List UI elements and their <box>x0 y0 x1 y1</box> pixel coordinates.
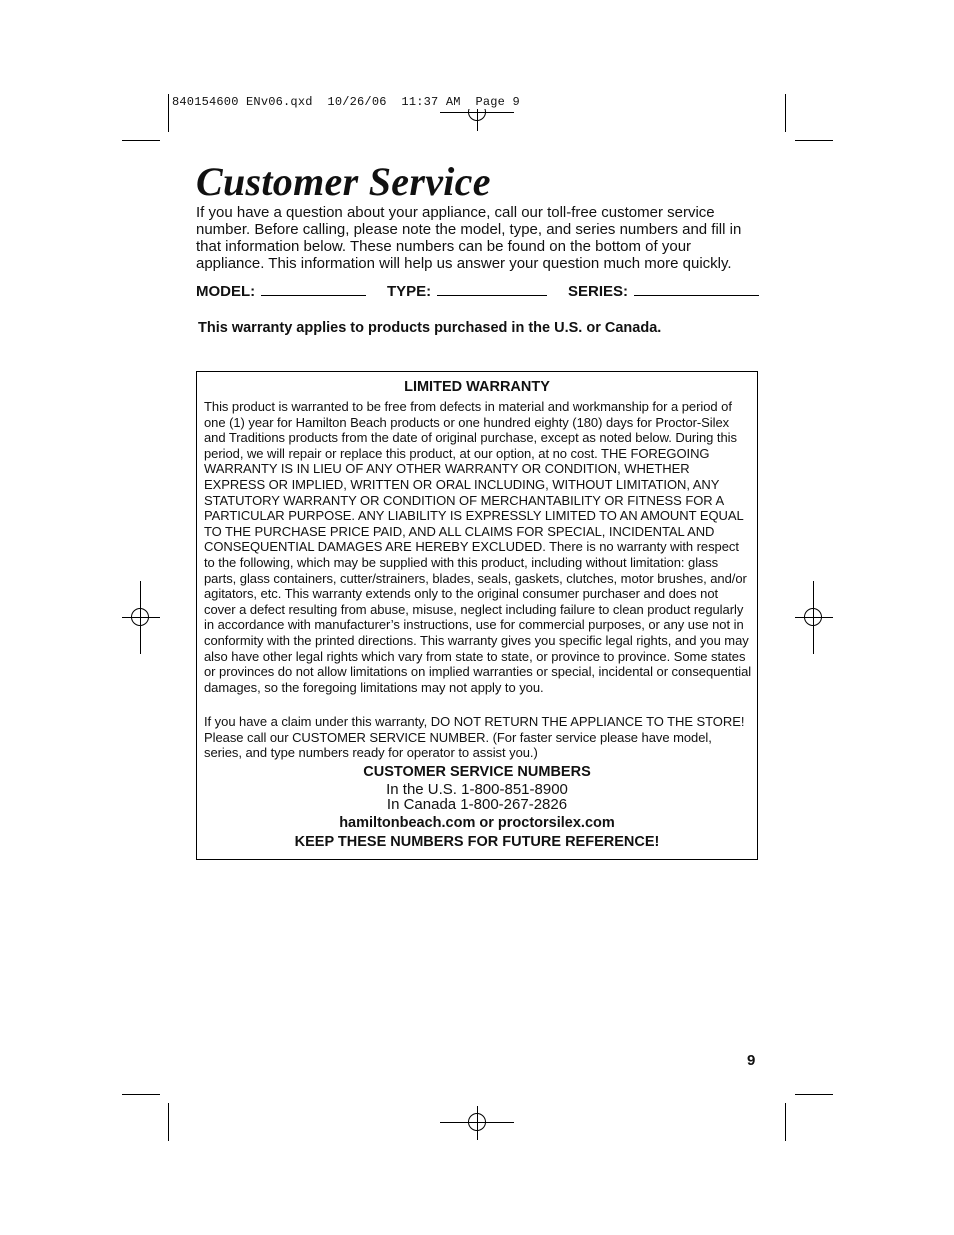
crop-mark-top-left-h <box>122 140 160 141</box>
print-slug: 840154600 ENv06.qxd 10/26/06 11:37 AM Page 9 <box>172 95 520 109</box>
type-field <box>387 283 547 300</box>
crop-mark-bottom-right-v <box>785 1103 786 1141</box>
warranty-applies-note: This warranty applies to products purchased in the U.S. or Canada. <box>198 320 662 336</box>
warranty-paragraph-terms: This product is warranted to be free from defects in material and workmanship for a period of one (1) year for Hamilton Beach products or one hundred eighty (180) days for Proctor-Silex and Traditions products from the date of original purchase, except as noted below. During this period, we will repair or replace this product, at our option, at no cost. THE FOREGOING WARRANTY IS IN LIEU OF ANY OTHER WARRANTY OR CONDITION, WHETHER EXPRESS OR IMPLIED, WRITTEN OR ORAL INCLUDING, WITHOUT LIMITATION, ANY STATUTORY WARRANTY OR CONDITION OF MERCHANTABILITY OR FITNESS FOR A PARTICULAR PURPOSE. ANY LIABILITY IS EXPRESSLY LIMITED TO AN AMOUNT EQUAL TO THE PURCHASE PRICE PAID, AND ALL CLAIMS FOR SPECIAL, INCIDENTAL AND CONSEQUENTIAL DAMAGES ARE HEREBY EXCLUDED. There is no warranty with respect to the following, which may be supplied with this product, including without limitation: glass parts, glass containers, cutter/strainers, blades, seals, gaskets, clutches, motor brushes, and/or agitators, etc. This warranty extends only to the original consumer purchaser and does not cover a defect resulting from abuse, misuse, neglect including failure to clean product regularly in accordance with manufacturer’s instructions, use for commercial purposes, or any use not in conformity with the printed directions. This warranty gives you specific legal rights, and you may also have other legal rights which vary from state to state, or province to province. Some states or provinces do not allow limitations on implied warranties or special, incidental or consequential damages, so the foregoing limitations may not apply to you. <box>204 399 752 695</box>
intro-paragraph: If you have a question about your appliance, call our toll-free customer service number. Before calling, please note the model, type, and series numbers and fill in that information below. These numbers can be found on the bottom of your appliance. This information will help us answer your question much more quickly. <box>196 204 742 272</box>
keep-numbers-note: KEEP THESE NUMBERS FOR FUTURE REFERENCE! <box>294 834 660 850</box>
model-label: MODEL: <box>196 283 256 300</box>
canada-phone-number: In Canada 1-800-267-2826 <box>386 796 568 813</box>
series-label: SERIES: <box>568 283 629 300</box>
type-blank <box>437 283 547 296</box>
crop-mark-bottom-left-v <box>168 1103 169 1141</box>
model-blank <box>261 283 366 296</box>
customer-service-numbers-title: CUSTOMER SERVICE NUMBERS <box>363 764 591 780</box>
website-links: hamiltonbeach.com or proctorsilex.com <box>339 815 615 831</box>
crop-mark-top-left-v <box>168 94 169 132</box>
limited-warranty-box <box>196 371 758 860</box>
page-number: 9 <box>747 1052 756 1069</box>
warranty-paragraph-claim: If you have a claim under this warranty, DO NOT RETURN THE APPLIANCE TO THE STORE! Please call our CUSTOMER SERVICE NUMBER. (For faster service please have model, series, and type numbers ready for operator to assist you.) <box>204 714 745 761</box>
crop-mark-top-right-h <box>795 140 833 141</box>
series-field <box>568 283 759 300</box>
series-blank <box>634 283 759 296</box>
model-field <box>196 283 366 300</box>
warranty-title: LIMITED WARRANTY <box>404 379 550 395</box>
crop-mark-top-right-v <box>785 94 786 132</box>
crop-mark-bottom-right-h <box>795 1094 833 1095</box>
page-title: Customer Service <box>196 159 491 204</box>
crop-mark-bottom-left-h <box>122 1094 160 1095</box>
us-phone-number: In the U.S. 1-800-851-8900 <box>386 781 568 798</box>
type-label: TYPE: <box>387 283 432 300</box>
